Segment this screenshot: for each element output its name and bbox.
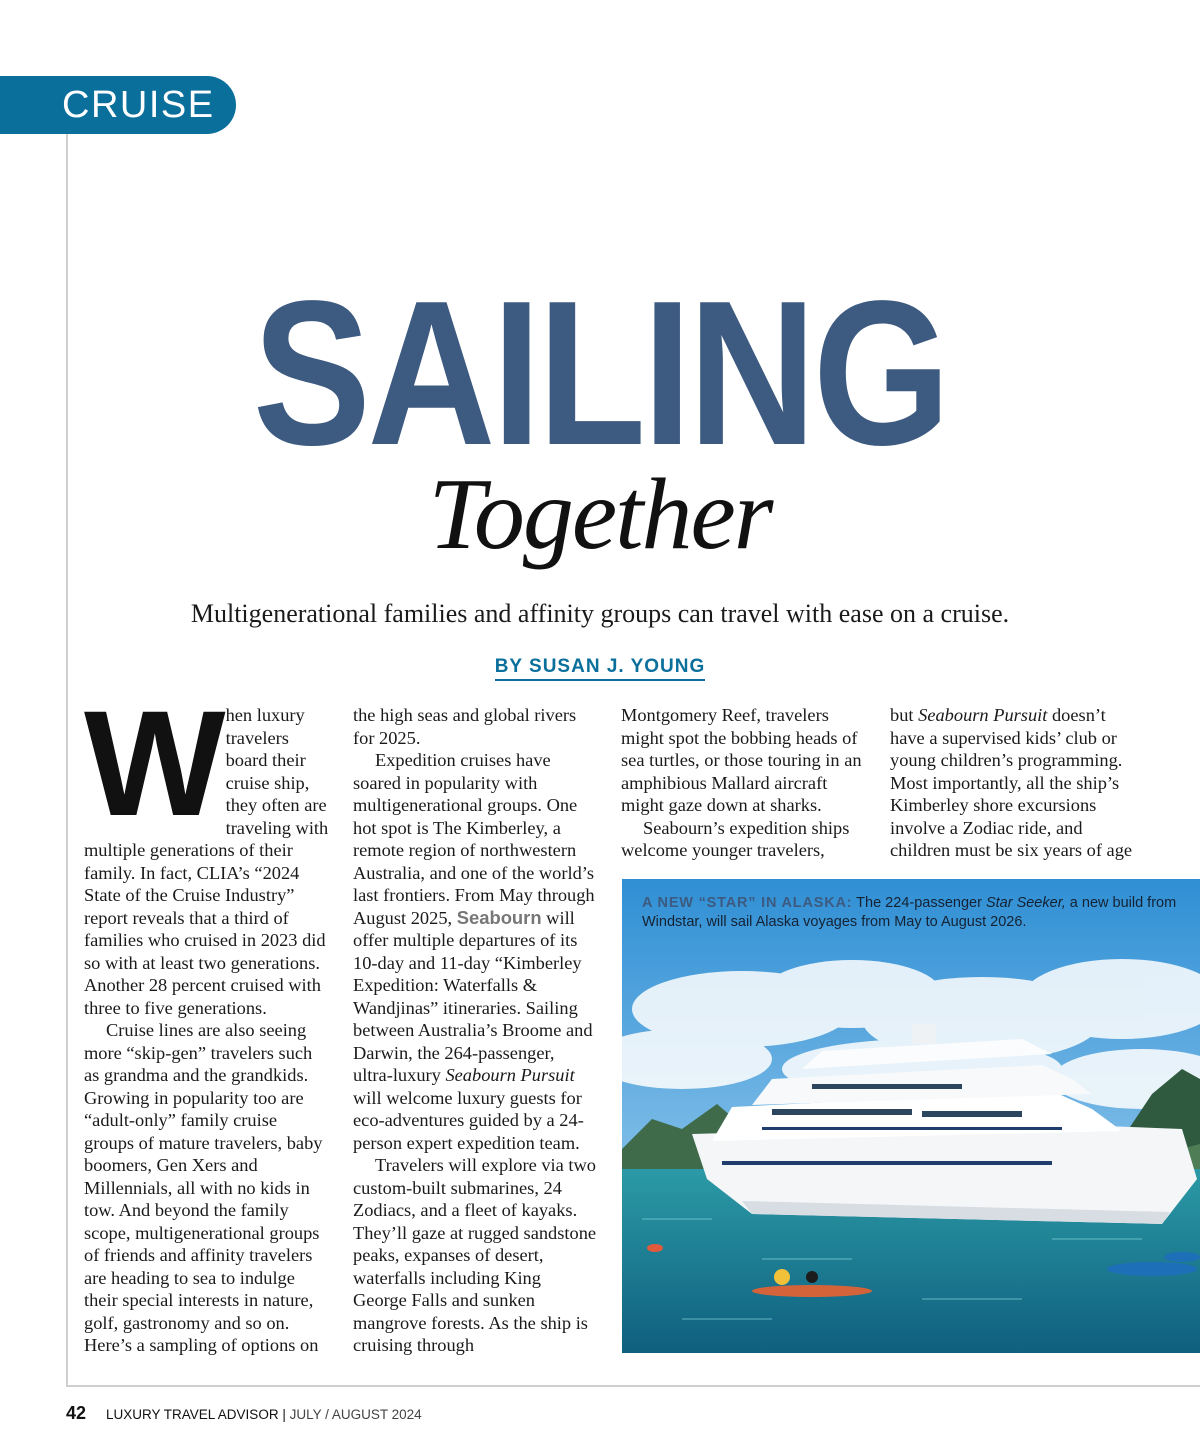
headline-subtitle: Together <box>428 458 772 571</box>
paragraph-text: will welcome luxury guests for eco-adventures guided by a 24-person expert expedition team. <box>353 1087 584 1153</box>
drop-cap: W <box>84 679 218 847</box>
paragraph: Montgomery Reef, travelers might spot the bobbing heads of sea turtles, or those touring in an amphibious Mallard aircraft might gaze down at sharks. <box>621 705 862 815</box>
article-column-4 <box>890 704 1140 862</box>
paragraph: the high seas and global rivers for 2025. <box>353 705 577 748</box>
paragraph: Seabourn’s expedition ships welcome younger travelers, <box>621 817 850 860</box>
ship-illustration <box>622 879 1200 1353</box>
cruise-ship-photo <box>622 879 1200 1353</box>
caption-text: a new build from Windstar, will sail Alaska voyages from May to August 2026. <box>642 895 1177 930</box>
footer-publication <box>106 1407 422 1422</box>
paragraph-text: doesn’t have a supervised kids’ club or young children’s programming. Most importantly, all the ship’s Kimberley shore excursions involve a Zodiac ride, and children must be six years of age <box>890 705 1133 860</box>
paragraph: Travelers will explore via two custom-built submarines, 24 Zodiacs, and a fleet of kayaks. They’ll gaze at rugged sandstone peaks, expanses of desert, waterfalls including King George Falls and sunken mangrove forests. As the ship is cruising through <box>353 1155 597 1355</box>
article-column-3 <box>621 704 870 862</box>
page-frame-left-rule <box>66 134 68 1386</box>
caption-text: The 224-passenger <box>856 895 982 911</box>
article-column-1 <box>84 679 329 1357</box>
section-tab <box>0 76 236 134</box>
brand-name: Seabourn <box>456 906 542 928</box>
footer-separator: | <box>282 1407 286 1422</box>
headline: SAILING <box>252 258 948 488</box>
issue-date: JULY / AUGUST 2024 <box>289 1407 422 1422</box>
paragraph-text: but <box>890 705 914 725</box>
caption-ship-name: Star Seeker, <box>985 895 1066 911</box>
article-column-2 <box>353 704 598 1357</box>
paragraph-text: will offer multiple departures of its 10-day and 11-day “Kimberley Expedition: Waterfalls & Wandjinas” itineraries. Sailing between Australia’s Broome and Darwin, the 264-passenger, ultra-luxury <box>353 907 593 1085</box>
ship-name: Seabourn Pursuit <box>918 705 1048 725</box>
paragraph: Cruise lines are also seeing more “skip-gen” travelers such as grandma and the grandkids. Growing in popularity too are “adult-only” family cruise groups of mature travelers, baby boomers, Gen Xers and Millennials, all with no kids in tow. And beyond the family scope, multigenerational groups of friends and affinity travelers are heading to sea to indulge their special interests in nature, golf, gastronomy and so on. Here’s a sampling of options on <box>84 1020 323 1355</box>
byline <box>0 656 1200 678</box>
paragraph: hen luxury travelers board their cruise ship, they often are traveling with multiple generations of their family. In fact, CLIA’s “2024 State of the Cruise Industry” report reveals that a third of families who cruised in 2023 did so with at least two generations. Another 28 percent cruised with three to five generations. <box>84 705 329 1018</box>
paragraph <box>890 704 1140 862</box>
section-label: CRUISE <box>62 84 215 126</box>
ship-name: Seabourn Pursuit <box>445 1065 575 1085</box>
paragraph <box>353 749 598 1154</box>
byline-text: BY SUSAN J. YOUNG <box>495 656 706 681</box>
page-frame-bottom-rule <box>66 1385 1200 1387</box>
publication-name: LUXURY TRAVEL ADVISOR <box>106 1407 279 1422</box>
caption-lead: A NEW “STAR” IN ALASKA: <box>642 895 853 911</box>
page-number: 42 <box>66 1403 87 1423</box>
paragraph-text: Expedition cruises have soared in popularity with multigenerational groups. One hot spot is The Kimberley, a remote region of northwestern Australia, and one of the world’s last frontiers. From May through August 2025, <box>353 750 595 928</box>
article-dek: Multigenerational families and affinity groups can travel with ease on a cruise. <box>190 599 1010 628</box>
photo-caption <box>642 894 1182 932</box>
